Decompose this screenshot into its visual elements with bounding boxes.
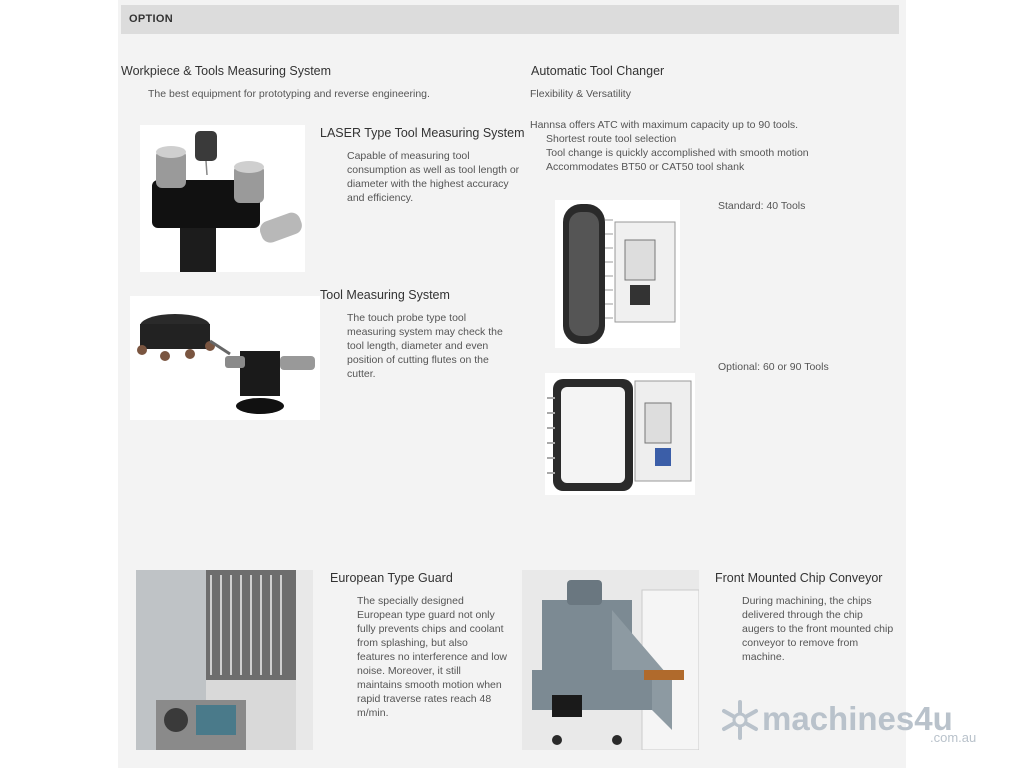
measuring-subtitle: The best equipment for prototyping and reverse engineering. (148, 88, 430, 100)
atc-standard-image (555, 200, 680, 348)
atc-bullet-2: Tool change is quickly accomplished with smooth motion (546, 147, 809, 159)
conveyor-image (522, 570, 699, 750)
conveyor-desc: During machining, the chips delivered through the chip augers to the front mounted chip conveyor to remove from machine. (742, 595, 894, 663)
atc-intro: Hannsa offers ATC with maximum capacity up to 90 tools. (530, 119, 799, 131)
laser-measuring-image (140, 125, 305, 272)
machines4u-logo (722, 700, 992, 750)
atc-title: Automatic Tool Changer (531, 64, 665, 78)
atc-optional-image (545, 373, 695, 495)
logo-brand-text: machines4u (762, 700, 953, 737)
guard-title: European Type Guard (330, 571, 453, 585)
conveyor-title: Front Mounted Chip Conveyor (715, 571, 883, 585)
guard-image (136, 570, 313, 750)
tool-measuring-title: Tool Measuring System (320, 288, 450, 302)
section-header (121, 5, 899, 34)
tool-measuring-desc: The touch probe type tool measuring system may check the tool length, diameter and even position of cutting flutes on the cutter. (347, 312, 503, 380)
laser-desc: Capable of measuring tool consumption as well as tool length or diameter with the highest accuracy and efficiency. (347, 150, 520, 204)
logo-domain-text: .com.au (930, 730, 977, 745)
tool-measuring-image (130, 296, 320, 420)
measuring-title: Workpiece & Tools Measuring System (121, 64, 332, 78)
atc-bullet-3: Accommodates BT50 or CAT50 tool shank (546, 161, 745, 173)
atc-bullet-1: Shortest route tool selection (546, 133, 677, 145)
atc-standard-label: Standard: 40 Tools (718, 200, 806, 212)
atc-subtitle: Flexibility & Versatility (530, 88, 631, 100)
guard-desc: The specially designed European type guard not only fully prevents chips and coolant from splashing, but also features no interference and low noise. Moreover, it still maintains smooth motion when rapid traverse rates reach 48 m/min. (357, 595, 508, 719)
section-title: OPTION (129, 13, 173, 25)
atc-optional-label: Optional: 60 or 90 Tools (718, 361, 829, 373)
laser-title: LASER Type Tool Measuring System (320, 126, 525, 140)
